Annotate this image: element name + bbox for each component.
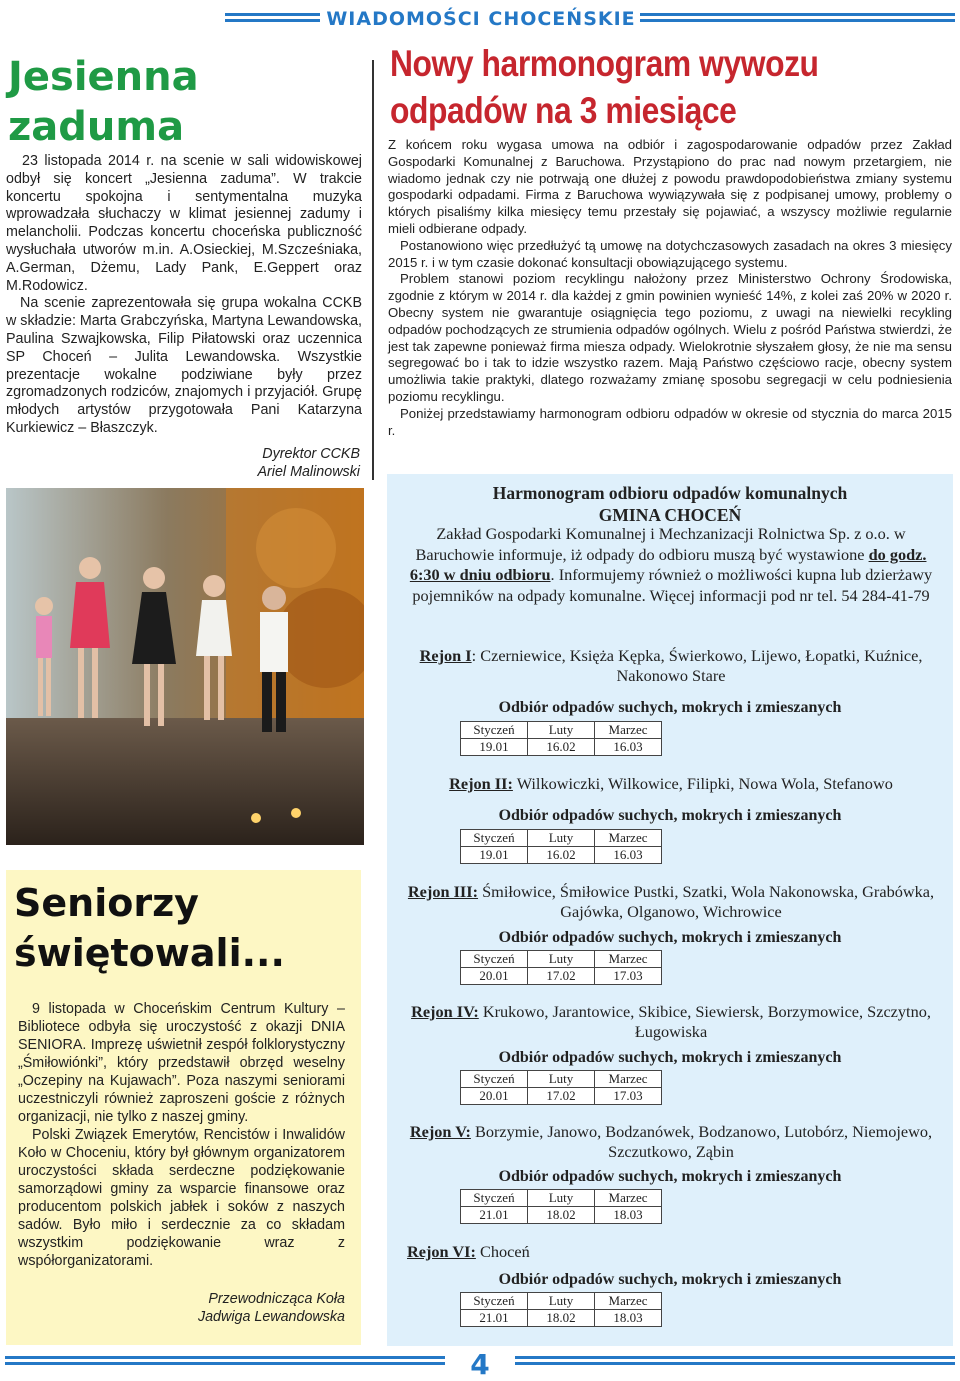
month-header: Luty [528, 722, 595, 739]
month-header: Marzec [595, 1071, 662, 1088]
title-line: Nowy harmonogram wywozu [390, 43, 819, 84]
month-header: Luty [528, 951, 595, 968]
paragraph: Postanowiono więc przedłużyć tą umowę na dotychczasowych zasadach na okres 3 miesięcy 2015 r. i w tym czasie dokonać konsultacji obowiązującego systemu. [388, 237, 952, 270]
pickup-dates-table [460, 1189, 662, 1224]
article-title-harmonogram [390, 40, 872, 134]
pickup-label: Odbiór odpadów suchych, mokrych i zmieszanych [498, 1168, 842, 1185]
article-body-jesienna-zaduma [6, 153, 362, 438]
month-header: Luty [528, 1190, 595, 1207]
intro-text: . Informujemy również o możliwości kupna lub dzierżawy pojemników na odpady komunalne. Więcej informacji pod nr tel. 54 284-41-79 [412, 565, 933, 605]
paragraph: Poniżej przedstawiamy harmonogram odbioru odpadów w okresie od stycznia do marca 2015 r. [388, 405, 952, 438]
pickup-dates-table [460, 1292, 662, 1327]
pickup-date: 17.03 [595, 1088, 662, 1105]
month-header: Styczeń [461, 1293, 528, 1310]
footer-rule-right [515, 1356, 955, 1370]
region-label: Rejon I [419, 646, 472, 665]
pickup-date: 18.03 [595, 1207, 662, 1224]
pickup-date: 20.01 [461, 968, 528, 985]
region-places: Czerniewice, Księża Kępka, Świerkowo, Lijewo, Łopatki, Kuźnice, Nakonowo Stare [480, 646, 923, 685]
signature-name: Ariel Malinowski [257, 464, 360, 480]
month-header: Luty [528, 1293, 595, 1310]
paragraph: 23 listopada 2014 r. na scenie w sali widowiskowej odbył się koncert „Jesienna zaduma”. W trakcie koncertu spokojna i sentymentalna muzyka wprowadzała słuchaczy w klimat jesiennej zadumy i melancholii. Podczas koncertu choceńska publiczność wysłuchała utworów m.in. A.Osieckiej, M.Szcześniaka, A.German, Dżemu, Lady Pank, E.Geppert oraz M.Rodowicz. [6, 153, 362, 294]
article-body-seniorzy [18, 1000, 345, 1270]
region-places: Wilkowiczki, Wilkowice, Filipki, Nowa Wola, Stefanowo [516, 774, 893, 793]
page-footer [0, 1348, 960, 1381]
column-divider [372, 60, 374, 480]
schedule-subtitle: GMINA CHOCEŃ [598, 505, 742, 525]
region-label: Rejon V: [409, 1122, 471, 1141]
region-label: Rejon VI: [407, 1242, 476, 1261]
schedule-heading [387, 482, 953, 526]
month-header: Styczeń [461, 1190, 528, 1207]
pickup-date: 21.01 [461, 1310, 528, 1327]
pickup-label: Odbiór odpadów suchych, mokrych i zmieszanych [498, 929, 842, 946]
title-line: odpadów na 3 miesiące [390, 90, 737, 131]
pickup-label: Odbiór odpadów suchych, mokrych i zmieszanych [498, 699, 842, 716]
pickup-label: Odbiór odpadów suchych, mokrych i zmieszanych [498, 1049, 842, 1066]
month-header: Luty [528, 830, 595, 847]
intro-deadline: do godz. 6:30 w dniu odbioru [409, 544, 927, 584]
month-header: Marzec [595, 1293, 662, 1310]
page-number: 4 [470, 1348, 490, 1381]
pickup-dates-table [460, 721, 662, 756]
pickup-date: 18.02 [528, 1207, 595, 1224]
title-line: Seniorzy [14, 881, 199, 925]
region-4 [401, 1002, 941, 1042]
region-places: Borzymie, Janowo, Bodzanówek, Bodzanowo, Lutobórz, Niemojewo, Szczutkowo, Ząbin [475, 1122, 933, 1161]
month-header: Marzec [595, 1190, 662, 1207]
paragraph: 9 listopada w Choceńskim Centrum Kultury – Bibliotece odbyła się uroczystość z okazji DNIA SENIORA. Imprezę uświetnił zespół folklorystyczny „Śmiłowiónki”, który przedstawił obrzęd weselny „Oczepiny na Kujawach”. Poza naszymi seniorami uczestniczyli również zaproszeni goście z różnych organizacji, nie tylko z naszej gminy. [18, 1001, 345, 1125]
signature-role: Przewodnicząca Koła [208, 1291, 345, 1307]
article-body-harmonogram [388, 137, 952, 439]
article-signature [18, 1290, 345, 1326]
region-3 [401, 882, 941, 922]
region-label: Rejon III: [407, 882, 479, 901]
signature-role: Dyrektor CCKB [262, 446, 360, 462]
pickup-date: 18.03 [595, 1310, 662, 1327]
paragraph: Problem stanowi poziom recyklingu nałożony przez Ministerstwo Ochrony Środowiska, zgodnie z którym w 2014 r. dla każdej z gmin powinien wynieść 14%, z kolei zaś 20% w 2020 r. Obecny system nie gwarantuje osiągnięcia tego poziomu, z uwagi na niewielki recykling odpadów pochodzących ze strumienia odpadów ogólnych. Wielu z pośród Państwa stwierdzi, że jest tak zapewne ponieważ firma miesza odpady. Wielokrotnie słyszałem głosy, że nie ma sensu segregować bo i tak to idzie wszystko razem. Mają Państwo częściowo racje, obecny system umożliwia takie praktyki, dlatego rozważamy zmianę sposobu segregacji w celu podniesienia poziomu recyklingu. [388, 271, 952, 404]
title-line: Jesienna [8, 54, 199, 100]
region-places: Śmiłowice, Śmiłowice Pustki, Szatki, Wola Nakonowska, Grabówka, Gajówka, Olganowo, Wichrowice [482, 882, 935, 921]
pickup-dates-table [460, 829, 662, 864]
paragraph: Z końcem roku wygasa umowa na odbiór i zagospodarowanie odpadów przez Zakład Gospodarki Komunalnej z Baruchowa. Przystąpiono do prac nad nowym przetargiem, nie wiadomo jednak czy nie potrwają one dłużej z powodu prawdopodobieństwa zmiany systemu gospodarki odpadami. Firma z Baruchowa wywiązywała się z podpisanej umowy, problemy o których pisaliśmy kilka miesięcy temu przestały się pojawiać, a wszyscy możliwie regularnie mieli odbierane odpady. [388, 137, 952, 236]
pickup-date: 21.01 [461, 1207, 528, 1224]
concert-photo-illustration [6, 488, 364, 845]
pickup-date: 16.03 [595, 847, 662, 864]
month-header: Marzec [595, 830, 662, 847]
month-header: Marzec [595, 722, 662, 739]
page-header [0, 6, 960, 36]
pickup-date: 19.01 [461, 739, 528, 756]
title-line: świętowali... [14, 931, 285, 975]
month-header: Luty [528, 1071, 595, 1088]
pickup-date: 17.02 [528, 1088, 595, 1105]
region-1: Rejon I: Czerniewice, Księża Kępka, Świerkowo, Lijewo, Łopatki, Kuźnice, Nakonowo Stare [419, 646, 923, 685]
paragraph: Polski Związek Emerytów, Rencistów i Inwalidów Koło w Choceniu, który był głównym organizatorem uroczystości składa serdeczne podziękowanie samorządowi gminy za wsparcie finansowe oraz producentom polskich jabłek i soków z naszych sadów. Było miło i serdecznie za co składam wszystkim podziękowanie wraz z współorganizatorami. [18, 1127, 345, 1269]
region-places: Choceń [479, 1242, 530, 1261]
publication-title: WIADOMOŚCI CHOCEŃSKIE [326, 8, 636, 30]
schedule-box [387, 474, 953, 1346]
pickup-label: Odbiór odpadów suchych, mokrych i zmieszanych [498, 1271, 842, 1288]
article-title-jesienna-zaduma [8, 52, 368, 152]
schedule-intro [399, 524, 943, 606]
schedule-title: Harmonogram odbioru odpadów komunalnych [492, 483, 848, 503]
month-header: Styczeń [461, 1071, 528, 1088]
pickup-date: 16.02 [528, 739, 595, 756]
footer-rule-left [5, 1356, 445, 1370]
pickup-date: 17.03 [595, 968, 662, 985]
pickup-dates-table [460, 1070, 662, 1105]
pickup-date: 20.01 [461, 1088, 528, 1105]
header-rule-right [640, 13, 955, 25]
title-line: zaduma [8, 104, 185, 150]
region-label: Rejon II: [449, 774, 513, 793]
pickup-dates-table [460, 950, 662, 985]
signature-name: Jadwiga Lewandowska [197, 1309, 345, 1325]
pickup-date: 16.02 [528, 847, 595, 864]
region-places: Krukowo, Jarantowice, Skibice, Siewiersk, Borzymowice, Szczytno, Ługowiska [482, 1002, 931, 1041]
region-6 [407, 1242, 947, 1262]
pickup-date: 19.01 [461, 847, 528, 864]
concert-photo [6, 488, 364, 845]
pickup-date: 16.03 [595, 739, 662, 756]
paragraph: Na scenie zaprezentowała się grupa wokalna CCKB w składzie: Marta Grabczyńska, Martyna Lewandowska, Paulina Szwajkowska, Filip Piłatowski oraz uczennica SP Choceń – Julita Lewandowska. Wszystkie prezentacje wokalne podziwiane były przez zgromadzonych rodziców, znajomych i przyjaciół. Grupę młodych artystów przygotowała Pani Katarzyna Kurkiewicz – Błaszczyk. [6, 295, 362, 436]
intro-text: Zakład Gospodarki Komunalnej i Mechzanizacji Rolnictwa Sp. z o.o. w Baruchowie informuje, iż odpady do odbioru muszą być wystawione [415, 524, 906, 564]
month-header: Marzec [595, 951, 662, 968]
article-signature [6, 445, 360, 481]
region-label: Rejon IV: [411, 1002, 479, 1021]
month-header: Styczeń [461, 722, 528, 739]
month-header: Styczeń [461, 830, 528, 847]
pickup-label: Odbiór odpadów suchych, mokrych i zmieszanych [498, 807, 842, 824]
region-5 [401, 1122, 941, 1162]
article-title-seniorzy [14, 878, 354, 978]
header-rule-left [225, 13, 320, 25]
month-header: Styczeń [461, 951, 528, 968]
region-2 [401, 774, 941, 794]
pickup-date: 18.02 [528, 1310, 595, 1327]
pickup-date: 17.02 [528, 968, 595, 985]
